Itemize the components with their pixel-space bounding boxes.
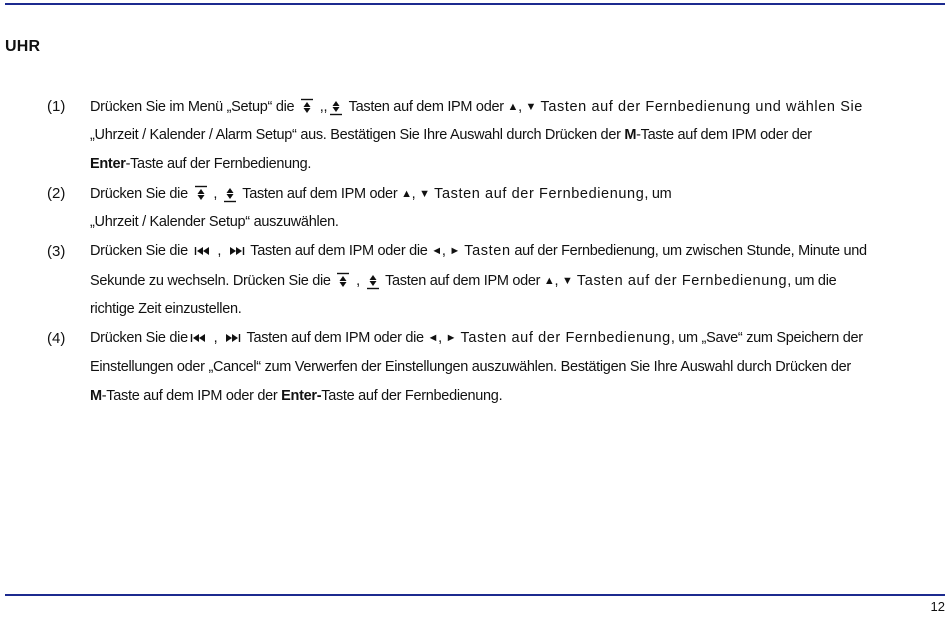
triangle-up-icon: ▲	[401, 187, 412, 200]
triangle-down-icon: ▼	[561, 274, 573, 287]
step-number: (3)	[47, 243, 66, 260]
triangle-down-icon: ▼	[419, 187, 430, 200]
up-key-icon	[336, 272, 350, 290]
top-rule	[5, 3, 945, 5]
triangle-up-icon: ▲	[543, 274, 555, 287]
step-2-line-1: Drücken Sie die , Tasten auf dem IPM oder ▲, ▼ Tasten auf der Fernbedienung, um	[90, 185, 672, 202]
step-3-line-3: richtige Zeit einzustellen.	[90, 301, 242, 317]
next-key-icon	[227, 245, 245, 257]
step-1-line-2: „Uhrzeit / Kalender / Alarm Setup“ aus. Bestätigen Sie Ihre Auswahl durch Drücken der M-Taste auf dem IPM oder der	[90, 127, 812, 143]
bottom-rule	[5, 594, 945, 596]
triangle-right-icon: ►	[449, 245, 460, 257]
step-number: (4)	[47, 330, 66, 347]
triangle-left-icon: ◄	[427, 332, 439, 344]
down-key-icon	[223, 185, 237, 203]
down-key-icon	[329, 98, 343, 116]
step-1-line-1: Drücken Sie im Menü „Setup“ die ,, Tasten auf dem IPM oder ▲, ▼ Tasten auf der Fernbedienung und wählen Sie	[90, 98, 863, 115]
triangle-left-icon: ◄	[431, 245, 442, 257]
step-4-line-2: Einstellungen oder „Cancel“ zum Verwerfen der Einstellungen auszuwählen. Bestätigen Sie Ihre Auswahl durch Drücken der	[90, 359, 851, 375]
triangle-up-icon: ▲	[507, 100, 519, 113]
page-number: 12	[930, 599, 945, 614]
step-4-line-1: Drücken Sie die , Tasten auf dem IPM oder die ◄, ► Tasten auf der Fernbedienung, um „Save“ zum Speichern der	[90, 330, 863, 346]
step-3-line-1: Drücken Sie die , Tasten auf dem IPM oder die ◄, ► Tasten auf der Fernbedienung, um zwischen Stunde, Minute und	[90, 243, 867, 259]
next-key-icon	[223, 332, 241, 344]
step-4-line-3: M-Taste auf dem IPM oder der Enter-Taste auf der Fernbedienung.	[90, 388, 503, 404]
step-1-line-3: Enter-Taste auf der Fernbedienung.	[90, 156, 312, 172]
down-key-icon	[366, 272, 380, 290]
step-3-line-2: Sekunde zu wechseln. Drücken Sie die , Tasten auf dem IPM oder ▲, ▼ Tasten auf der Fernbedienung, um die	[90, 272, 837, 289]
triangle-right-icon: ►	[445, 332, 457, 344]
prev-key-icon	[194, 245, 212, 257]
step-number: (2)	[47, 185, 66, 202]
prev-key-icon	[190, 332, 208, 344]
step-2-line-2: „Uhrzeit / Kalender Setup“ auszuwählen.	[90, 214, 339, 230]
step-number: (1)	[47, 98, 66, 115]
triangle-down-icon: ▼	[525, 100, 537, 113]
section-heading: UHR	[5, 38, 41, 55]
up-key-icon	[300, 98, 314, 116]
up-key-icon	[194, 185, 208, 203]
